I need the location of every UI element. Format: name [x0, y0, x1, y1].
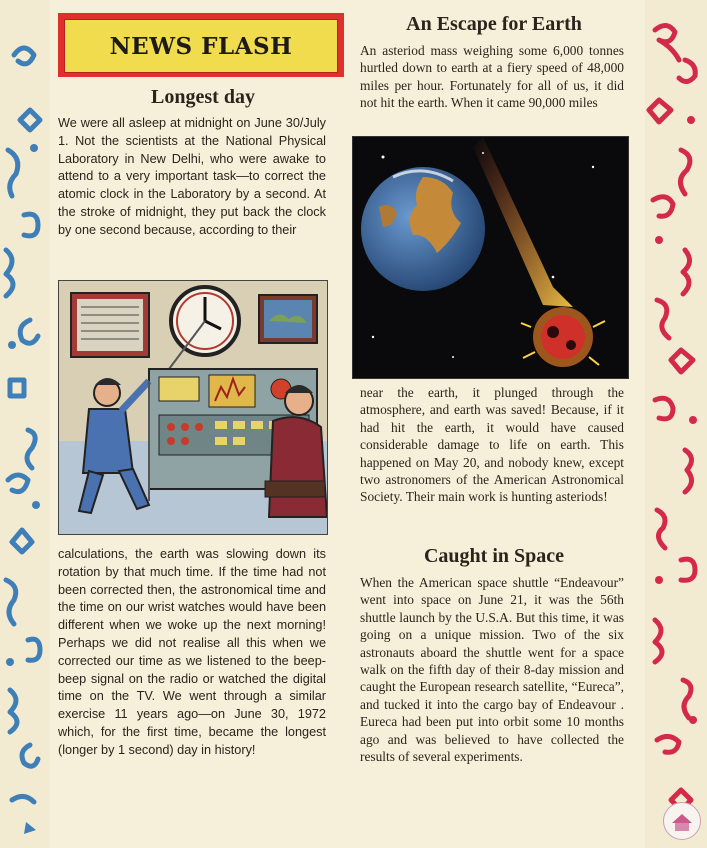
escape-paragraph-1: An asteriod mass weighing some 6,000 tonnes hurtled down to earth at a fiery speed of 48,000 miles per hour. Fortunately for all of us, it did not hit the earth. When it came 90,000 miles: [360, 43, 624, 111]
escape-heading: An Escape for Earth: [406, 13, 582, 35]
clock-lab-illustration: [58, 280, 328, 535]
left-decorative-border: [0, 0, 50, 848]
longest-day-paragraph-1: We were all asleep at midnight on June 30/July 1. Not the scientists at the National Physical Laboratory in New Delhi, who were awake to attend to a very important task—to correct the atomic clock in the Laboratory by a second. At the stroke of midnight, they put back the clock by one second because, according to their: [58, 116, 326, 237]
caught-paragraph-1: When the American space shuttle “Endeavour” went into space on June 21, it was the 56th shuttle launch by the U.S.A. But this time, it was going on a unique mission. Two of the six astronauts aboard the shuttle went for a space walk on the fifth day of their 8-day mission and caught the European research satellite, “Eureca”, and tucked it into the cargo bay of Endeavour . Eureca had been put into orbit some 10 months ago and was believed to have collected the results of several experiments.: [360, 575, 624, 765]
publisher-logo: [663, 802, 701, 840]
right-decorative-border: [645, 0, 707, 848]
news-flash-banner: [58, 13, 344, 77]
longest-day-heading: Longest day: [151, 86, 255, 108]
magazine-page: [50, 0, 645, 848]
escape-paragraph-2: near the earth, it plunged through the atmosphere, and earth was saved! Because, if it had hit the earth, it would have caused considerable damage to life on earth. This happened on May 20, and nobody knew, except two astronomers of the American Astronomical Society. Their main work is hunting asteriods!: [360, 385, 624, 505]
asteroid-earth-illustration: [352, 136, 629, 379]
banner-title: NEWS FLASH: [109, 32, 293, 60]
caught-heading: Caught in Space: [423, 545, 565, 567]
longest-day-paragraph-2: calculations, the earth was slowing down its rotation by that much time. If the time had not been corrected then, the astronomical time and the time on our wrist watches would have been different when we woke up the next morning! Perhaps we did not realise all this when we corrected our time as we listened to the beep-beep signal on the radio or watched the digital time on the TV. We went through a similar exercise 11 years ago—on June 30, 1972 which, for the first time, became the longest (longer by 1 second) day in history!: [58, 547, 326, 757]
